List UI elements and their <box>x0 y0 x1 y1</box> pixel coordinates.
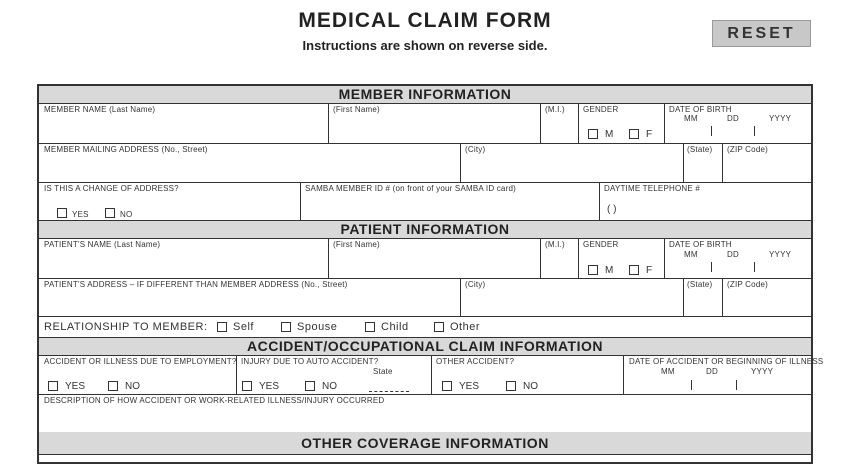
relationship-spouse-label: Spouse <box>297 321 338 333</box>
employment-no-label: NO <box>125 381 140 392</box>
accident-date-mm: MM <box>661 367 675 376</box>
patient-state-label: (State) <box>687 280 713 289</box>
member-gender-m-label: M <box>605 129 614 140</box>
patient-dob-label: DATE OF BIRTH <box>669 240 732 249</box>
member-gender-f-label: F <box>646 129 653 140</box>
samba-id-label: SAMBA MEMBER ID # (on front of your SAMBA ID card) <box>305 184 516 193</box>
reset-button[interactable]: RESET <box>712 20 811 47</box>
other-yes-label: YES <box>459 381 480 392</box>
member-section-header: MEMBER INFORMATION <box>39 86 811 104</box>
accident-date-dd: DD <box>706 367 718 376</box>
auto-no-checkbox[interactable] <box>305 381 315 391</box>
patient-city-label: (City) <box>465 280 486 289</box>
other-no-checkbox[interactable] <box>506 381 516 391</box>
accident-section-header: ACCIDENT/OCCUPATIONAL CLAIM INFORMATION <box>39 337 811 356</box>
relationship-other-label: Other <box>450 321 481 333</box>
other-no-label: NO <box>523 381 538 392</box>
member-gender-label: GENDER <box>583 105 619 114</box>
accident-description-label: DESCRIPTION OF HOW ACCIDENT OR WORK-RELATED ILLNESS/INJURY OCCURRED <box>44 396 385 405</box>
patient-gender-m-label: M <box>605 265 614 276</box>
member-dob-yyyy: YYYY <box>769 114 792 123</box>
patient-gender-f-label: F <box>646 265 653 276</box>
patient-mi-label: (M.I.) <box>545 240 565 249</box>
employment-label: ACCIDENT OR ILLNESS DUE TO EMPLOYMENT? <box>44 357 237 366</box>
member-zip-label: (ZIP Code) <box>727 145 768 154</box>
employment-no-checkbox[interactable] <box>108 381 118 391</box>
member-gender-m-checkbox[interactable] <box>588 129 598 139</box>
employment-yes-checkbox[interactable] <box>48 381 58 391</box>
other-yes-checkbox[interactable] <box>442 381 452 391</box>
relationship-label: RELATIONSHIP TO MEMBER: <box>44 321 208 333</box>
accident-date-yyyy: YYYY <box>751 367 774 376</box>
member-address-label: MEMBER MAILING ADDRESS (No., Street) <box>44 145 208 154</box>
patient-last-name-label: PATIENT'S NAME (Last Name) <box>44 240 161 249</box>
member-first-name-label: (First Name) <box>333 105 380 114</box>
auto-accident-label: INJURY DUE TO AUTO ACCIDENT? <box>241 357 379 366</box>
auto-yes-checkbox[interactable] <box>242 381 252 391</box>
member-dob-dd: DD <box>727 114 739 123</box>
patient-zip-label: (ZIP Code) <box>727 280 768 289</box>
patient-address-label: PATIENT'S ADDRESS – IF DIFFERENT THAN MEMBER ADDRESS (No., Street) <box>44 280 348 289</box>
relationship-child-label: Child <box>381 321 409 333</box>
employment-yes-label: YES <box>65 381 86 392</box>
relationship-self-checkbox[interactable] <box>217 322 227 332</box>
member-mi-label: (M.I.) <box>545 105 565 114</box>
relationship-self-label: Self <box>233 321 254 333</box>
auto-yes-label: YES <box>259 381 280 392</box>
relationship-child-checkbox[interactable] <box>365 322 375 332</box>
member-last-name-label: MEMBER NAME (Last Name) <box>44 105 156 114</box>
patient-gender-f-checkbox[interactable] <box>629 265 639 275</box>
patient-dob-mm: MM <box>684 250 698 259</box>
change-address-yes-label: YES <box>72 210 89 219</box>
member-gender-f-checkbox[interactable] <box>629 129 639 139</box>
change-address-no-label: NO <box>120 210 133 219</box>
change-address-label: IS THIS A CHANGE OF ADDRESS? <box>44 184 179 193</box>
phone-label: DAYTIME TELEPHONE # <box>604 184 700 193</box>
change-address-no-checkbox[interactable] <box>105 208 115 218</box>
change-address-yes-checkbox[interactable] <box>57 208 67 218</box>
member-dob-label: DATE OF BIRTH <box>669 105 732 114</box>
patient-gender-m-checkbox[interactable] <box>588 265 598 275</box>
auto-state-input[interactable] <box>369 391 409 392</box>
relationship-other-checkbox[interactable] <box>434 322 444 332</box>
member-dob-mm: MM <box>684 114 698 123</box>
relationship-spouse-checkbox[interactable] <box>281 322 291 332</box>
member-state-label: (State) <box>687 145 713 154</box>
form-subtitle: Instructions are shown on reverse side. <box>302 38 548 53</box>
other-coverage-section-header: OTHER COVERAGE INFORMATION <box>39 432 811 455</box>
phone-area-code: ( ) <box>607 204 617 215</box>
member-city-label: (City) <box>465 145 486 154</box>
claim-form <box>37 84 824 464</box>
accident-date-label: DATE OF ACCIDENT OR BEGINNING OF ILLNESS <box>629 357 824 366</box>
patient-dob-yyyy: YYYY <box>769 250 792 259</box>
auto-accident-state-label: State <box>373 367 393 376</box>
patient-section-header: PATIENT INFORMATION <box>39 220 811 239</box>
patient-gender-label: GENDER <box>583 240 619 249</box>
patient-dob-dd: DD <box>727 250 739 259</box>
other-accident-label: OTHER ACCIDENT? <box>436 357 515 366</box>
patient-first-name-label: (First Name) <box>333 240 380 249</box>
auto-no-label: NO <box>322 381 337 392</box>
form-title: MEDICAL CLAIM FORM <box>298 9 552 32</box>
